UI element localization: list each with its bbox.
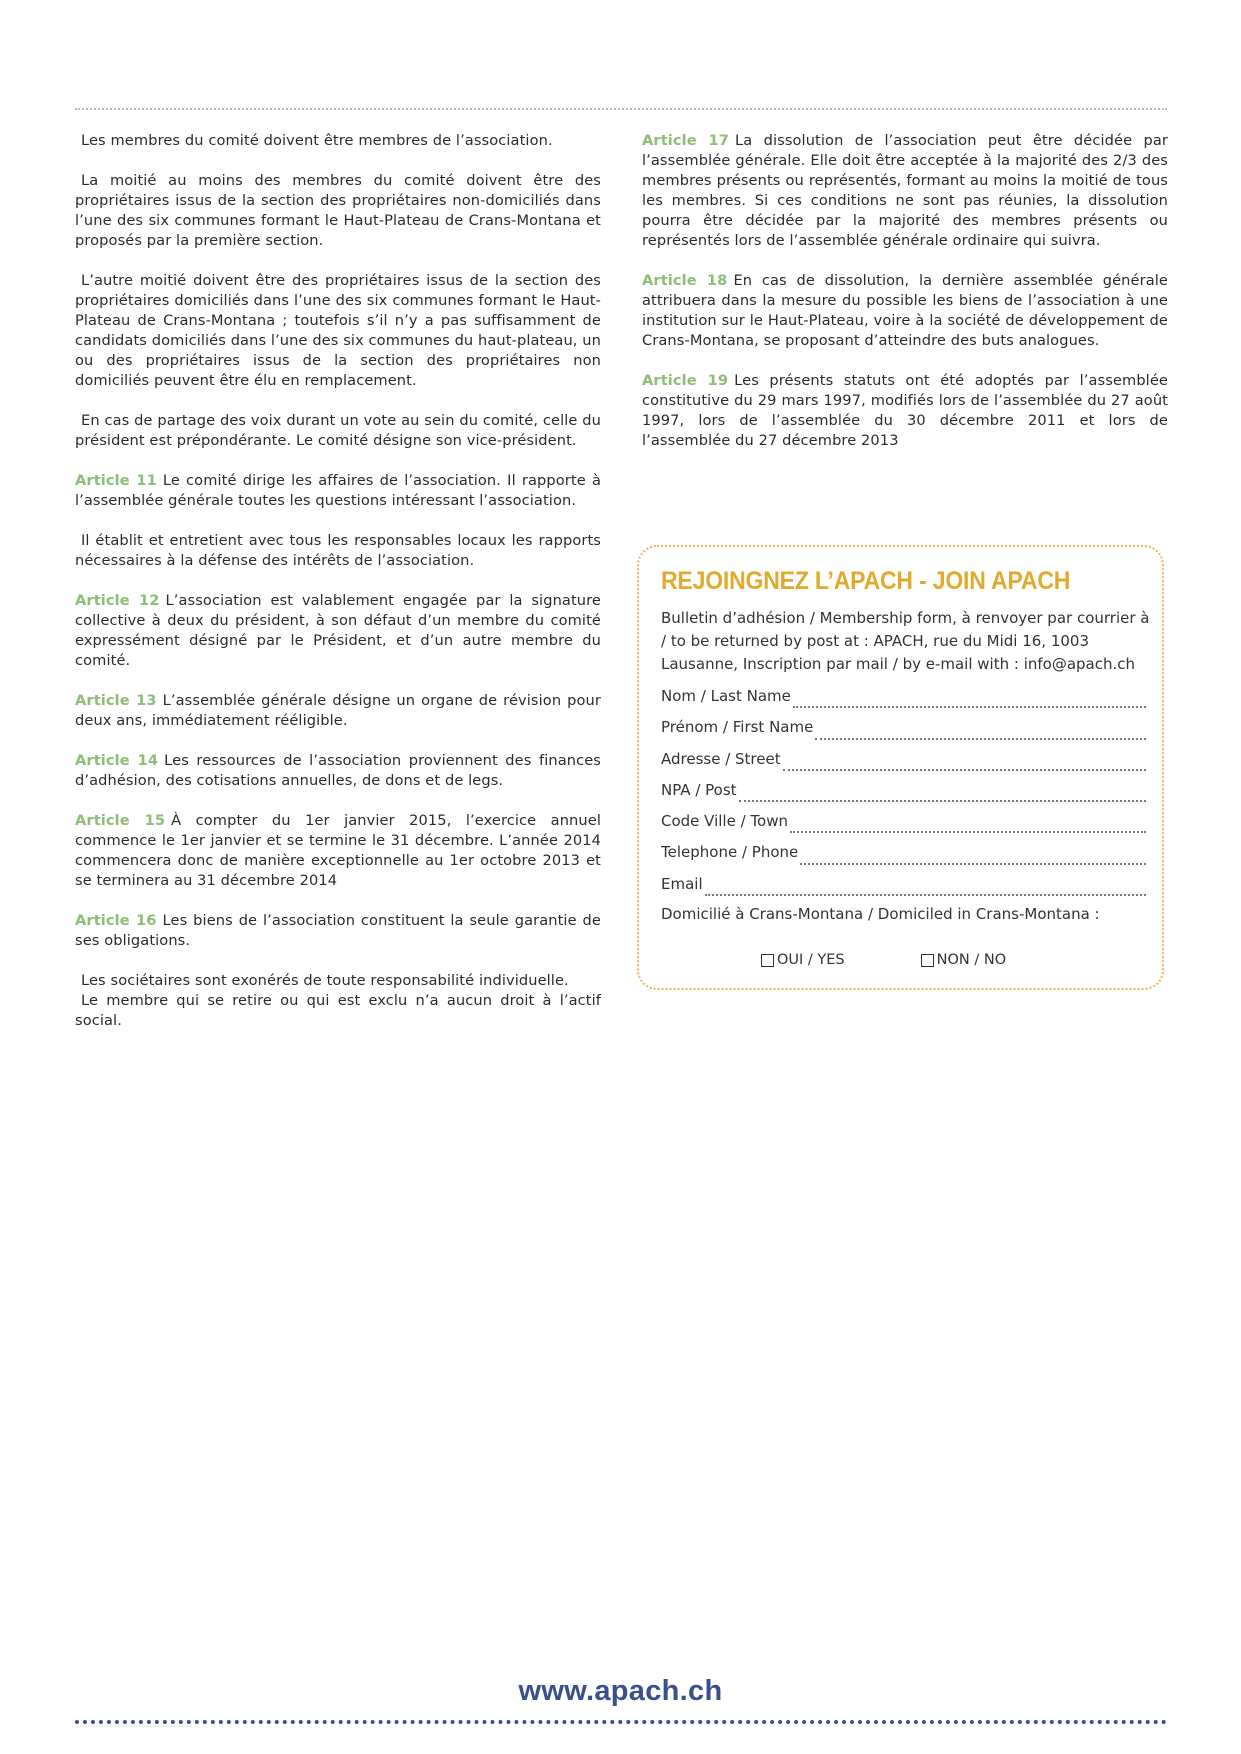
street-field[interactable] [661,750,1146,781]
form-fields [661,687,1146,906]
fill-line[interactable] [783,768,1146,771]
article-label: Article 11 [75,472,157,489]
field-label: Email [661,874,703,893]
paragraph [75,971,601,991]
article-label: Article 18 [642,272,728,289]
article-17 [642,131,1168,251]
domicile-label: Domicilié à Crans-Montana / Domiciled in Crans-Montana : [661,905,1100,923]
no-checkbox[interactable] [921,954,934,967]
paragraph-text: Il établit et entretient avec tous les responsables locaux les rapports nécessaires à la défense des intérêts de l’association. [75,532,601,569]
paragraph [75,411,601,451]
paragraph-text: Le membre qui se retire ou qui est exclu n’a aucun droit à l’actif social. [75,992,601,1029]
no-label: NON / NO [936,952,1007,968]
left-column [75,131,601,1051]
paragraph [75,271,601,391]
paragraph-text: En cas de partage des voix durant un vote au sein du comité, celle du président est prépondérante. Le comité désigne son vice-président. [75,412,601,449]
town-field[interactable] [661,812,1146,843]
fill-line[interactable] [705,893,1146,896]
article-label: Article 12 [75,592,160,609]
paragraph [75,991,601,1031]
post-field[interactable] [661,781,1146,812]
article-label: Article 17 [642,132,729,149]
article-label: Article 16 [75,912,157,929]
right-column [642,131,1168,471]
paragraph [75,131,601,151]
article-14 [75,751,601,791]
fill-line[interactable] [739,799,1146,802]
article-13 [75,691,601,731]
bottom-divider [75,1720,1167,1724]
no-option[interactable] [921,952,1006,968]
field-label: Nom / Last Name [661,687,791,705]
form-intro: Bulletin d’adhésion / Membership form, à renvoyer par courrier à / to be returned by post at : APACH, rue du Midi 16, 1003 Lausanne, Inscription par mail / by e-mail with : info@apach.ch [661,609,1150,673]
paragraph-text: Les membres du comité doivent être membres de l’association. [81,132,553,149]
first-name-field[interactable] [661,718,1146,749]
article-12 [75,591,601,671]
yes-checkbox[interactable] [761,954,774,967]
fill-line[interactable] [815,737,1146,740]
field-label: NPA / Post [661,780,737,799]
yes-label: OUI / YES [777,952,845,968]
article-label: Article 15 [75,812,166,829]
article-19 [642,371,1168,451]
yes-option[interactable] [761,952,845,968]
paragraph-text: Les biens de l’association constituent la seule garantie de ses obligations. [75,912,601,949]
membership-form [637,545,1164,990]
paragraph-text: Le comité dirige les affaires de l’association. Il rapporte à l’assemblée générale toutes les questions intéressant l’association. [75,472,601,509]
paragraph-text: En cas de dissolution, la dernière assemblée générale attribuera dans la mesure du possible les biens de l’association à une institution sur le Haut-Plateau, voire à la société de développement de Crans-Montana, se proposant d’atteindre des buts analogues. [642,272,1168,349]
fill-line[interactable] [793,705,1146,708]
paragraph-text: L’assemblée générale désigne un organe de révision pour deux ans, immédiatement rééligible. [75,692,601,729]
field-label: Code Ville / Town [661,812,788,831]
domicile-choices [761,952,1006,968]
paragraph [75,531,601,571]
fill-line[interactable] [800,862,1146,865]
phone-field[interactable] [661,843,1146,874]
article-label: Article 13 [75,692,157,709]
paragraph-text: Les présents statuts ont été adoptés par l’assemblée constitutive du 29 mars 1997, modifiés lors de l’assemblée du 27 août 1997, lors de l’assemblée du 30 décembre 2011 et lors de l’assemblée du 27 décembre 2013 [642,372,1168,449]
paragraph-text: La moitié au moins des membres du comité doivent être des propriétaires issus de la section des propriétaires non-domiciliés dans l’une des six communes formant le Haut-Plateau de Crans-Montana et proposés par la première section. [75,172,601,249]
footer-url[interactable]: www.apach.ch [518,1675,723,1707]
article-11 [75,471,601,511]
paragraph-text: La dissolution de l’association peut être décidée par l’assemblée générale. Elle doit être acceptée à la majorité des 2/3 des membres présents ou représentés, formant au moins la moitié de tous les membres. Si ces conditions ne sont pas réunies, la dissolution pourra être décidée par la majorité des membres présents ou représentés lors de l’assemblée générale ordinaire qui suivra. [642,132,1168,249]
article-16 [75,911,601,951]
paragraph-text: L’association est valablement engagée par la signature collective à deux du président, à son défaut d’un membre du comité expressément désigné par le Président, et d’un autre membre du comité. [75,592,601,669]
field-label: Prénom / First Name [661,718,814,737]
field-label: Telephone / Phone [661,843,799,862]
paragraph-text: Les ressources de l’association proviennent des finances d’adhésion, des cotisations annuelles, de dons et de legs. [75,752,601,789]
article-label: Article 14 [75,752,159,769]
fill-line[interactable] [790,830,1146,833]
paragraph-text: À compter du 1er janvier 2015, l’exercice annuel commence le 1er janvier et se termine le 31 décembre. L’année 2014 commencera donc de manière exceptionnelle au 1er octobre 2013 et se terminera au 31 décembre 2014 [75,812,601,889]
article-18 [642,271,1168,351]
top-divider [75,108,1167,110]
email-field[interactable] [661,875,1146,906]
form-title: REJOINGNEZ L’APACH - JOIN APACH [661,567,1071,595]
paragraph-text: Les sociétaires sont exonérés de toute responsabilité individuelle. [81,972,569,989]
field-label: Adresse / Street [661,749,781,768]
article-label: Article 19 [642,372,729,389]
article-15 [75,811,601,891]
paragraph-text: L’autre moitié doivent être des propriétaires issus de la section des propriétaires domiciliés dans l’une des six communes formant le Haut-Plateau de Crans-Montana ; toutefois s’il n’y a pas suffisamment de candidats domiciliés dans l’une des six communes du haut-plateau, un ou des propriétaires issus de la section des propriétaires non domiciliés peuvent être élu en remplacement. [75,272,601,389]
last-name-field[interactable] [661,687,1146,718]
paragraph [75,171,601,251]
